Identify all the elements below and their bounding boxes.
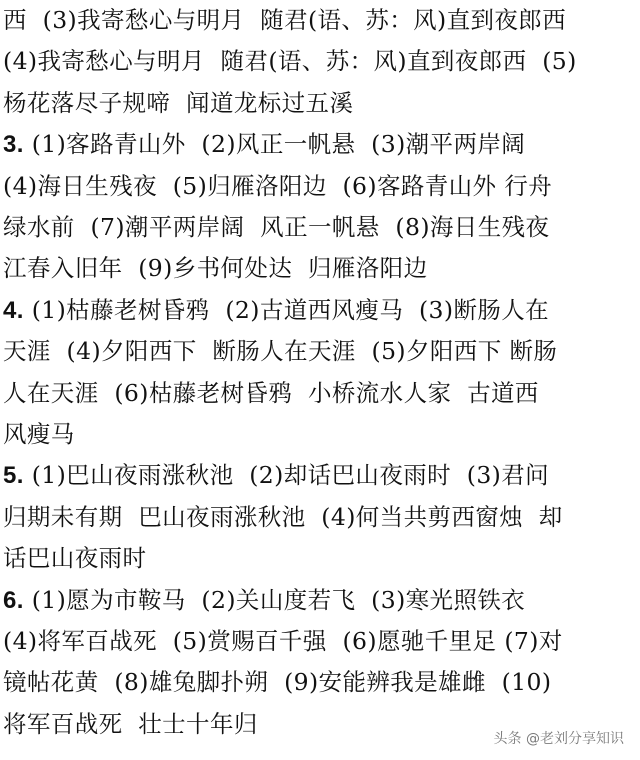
- text-line: 5. (1)巴山夜雨涨秋池 (2)却话巴山夜雨时 (3)君问: [3, 461, 550, 490]
- text-line: 绿水前 (7)潮平两岸阔 风正一帆悬 (8)海日生残夜: [3, 213, 550, 241]
- text-line: 3. (1)客路青山外 (2)风正一帆悬 (3)潮平两岸阔: [3, 130, 526, 159]
- text-line: 人在天涯 (6)枯藤老树昏鸦 小桥流水人家 古道西: [3, 378, 539, 407]
- text-line: 杨花落尽子规啼 闻道龙标过五溪: [3, 88, 354, 117]
- watermark-text: 头条 @老刘分享知识: [493, 731, 624, 747]
- text-line: 风瘦马: [3, 420, 75, 448]
- section-number: 6.: [3, 586, 24, 614]
- section-number: 3.: [3, 131, 24, 159]
- text-line: 江春入旧年 (9)乡书何处达 归雁洛阳边: [3, 254, 428, 283]
- section-number: 5.: [3, 462, 24, 490]
- text-line: 西 (3)我寄愁心与明月 随君(语、苏：风)直到夜郎西: [3, 6, 567, 34]
- text-line: 话巴山夜雨时: [3, 544, 147, 573]
- text-line: 6. (1)愿为市鞍马 (2)关山度若飞 (3)寒光照铁衣: [3, 585, 526, 614]
- text-line: 天涯 (4)夕阳西下 断肠人在天涯 (5)夕阳西下 断肠: [3, 337, 558, 366]
- text-line: (4)我寄愁心与明月 随君(语、苏：风)直到夜郎西 (5): [3, 47, 577, 76]
- text-line: (4)将军百战死 (5)赏赐百千强 (6)愿驰千里足 (7)对: [3, 627, 563, 655]
- text-line: 镜帖花黄 (8)雄兔脚扑朔 (9)安能辨我是雄雌 (10): [3, 668, 552, 697]
- text-line: (4)海日生残夜 (5)归雁洛阳边 (6)客路青山外 行舟: [3, 171, 553, 200]
- text-line: 4. (1)枯藤老树昏鸦 (2)古道西风瘦马 (3)断肠人在: [3, 295, 550, 324]
- text-line: 归期未有期 巴山夜雨涨秋池 (4)何当共剪西窗烛 却: [3, 502, 563, 531]
- section-number: 4.: [3, 296, 24, 324]
- text-line: 将军百战死 壮士十年归: [3, 709, 258, 738]
